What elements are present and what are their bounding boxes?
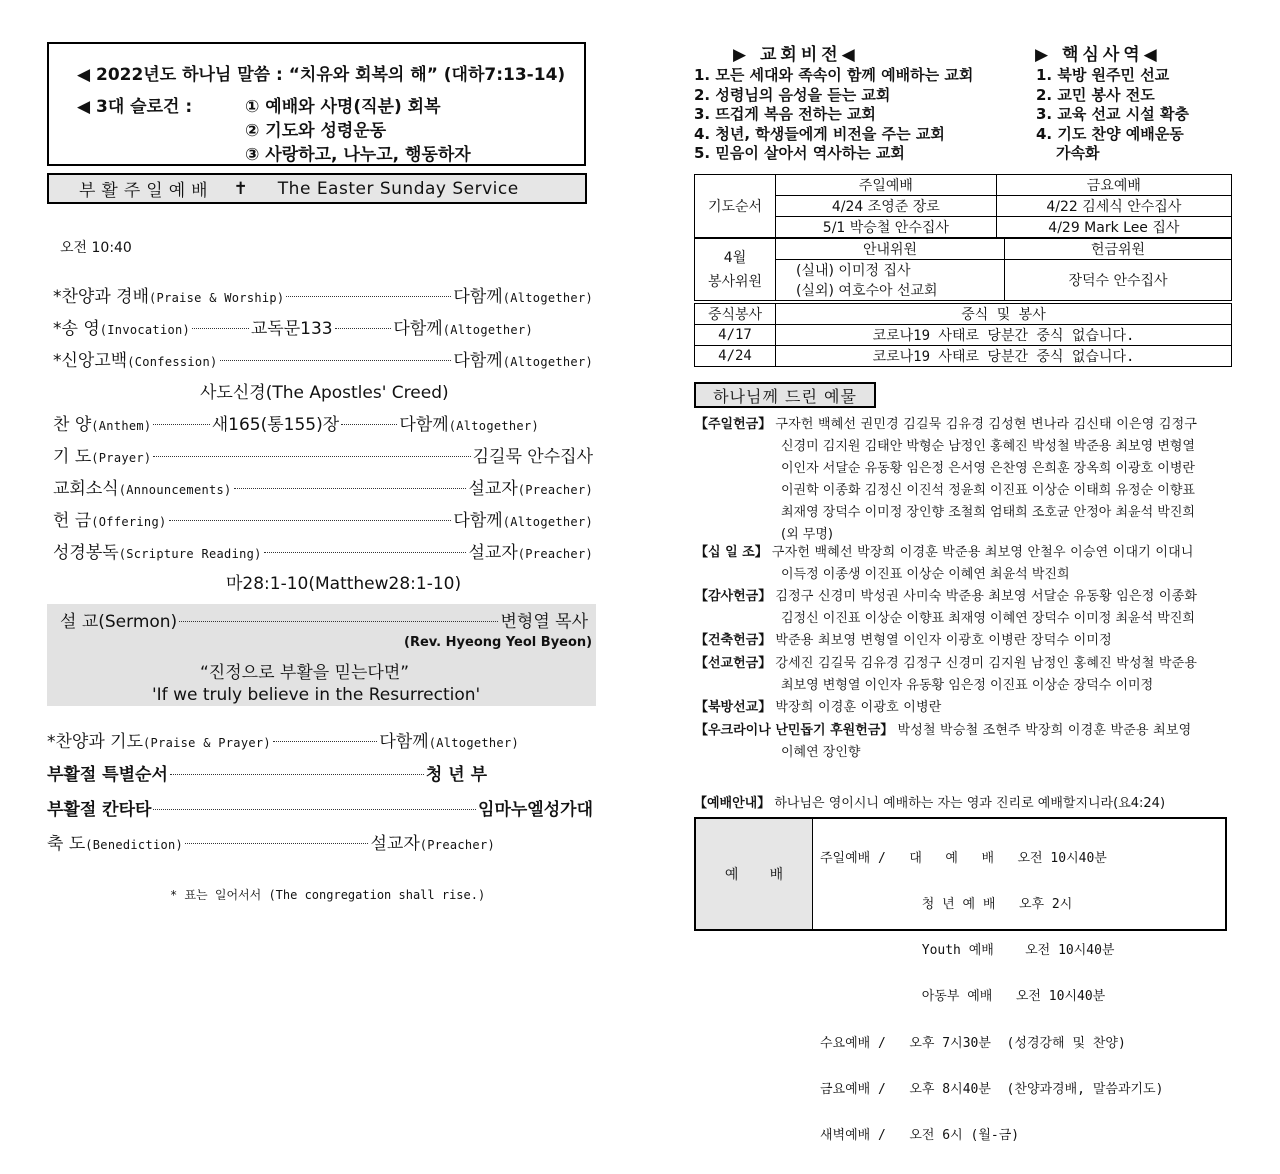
- core-title: ▶ 핵심사역◀: [1035, 45, 1161, 65]
- offering-group: 【북방선교】 박장희 이경훈 이광호 이병란: [695, 700, 942, 715]
- worship-guide-line: 【예배안내】 하나님은 영이시니 예배하는 자는 영과 진리로 예배할지니라(요4:24): [694, 796, 1166, 811]
- order-item: *찬양과 경배 (Praise & Worship) 다함께 (Altogether): [53, 287, 593, 307]
- meal-table: 중식봉사 중식 및 봉사 4/17 코로나19 사태로 당분간 중식 없습니다. 4/24 코로나19 사태로 당분간 중식 없습니다.: [694, 303, 1232, 367]
- slogan-1: ① 예배와 사명(직분) 회복: [245, 97, 441, 117]
- vision-title: ▶ 교회비전◀: [733, 45, 859, 65]
- offering-group: 【십 일 조】 구자헌 백혜선 박장희 이경훈 박준용 최보영 안철우 이승연 이대기 이대니 이득정 이종생 이진표 이상순 이혜연 최윤석 박진희: [695, 545, 1194, 582]
- order-item: *찬양과 기도 (Praise & Prayer) 다함께 (Altogether): [47, 732, 519, 752]
- sermon-title-en: 'If we truly believe in the Resurrection': [152, 685, 481, 705]
- slogan-2: ② 기도와 성령운동: [245, 121, 387, 141]
- order-item: 부활절 특별순서 청 년 부: [47, 765, 487, 785]
- order-item: 기 도 (Prayer) 김길묵 안수집사: [53, 447, 593, 467]
- sermon-line: 설 교(Sermon) 변형열 목사: [60, 612, 588, 632]
- slogan-label: ◀ 3대 슬로건 :: [77, 97, 193, 117]
- service-title-en: The Easter Sunday Service: [277, 178, 519, 199]
- stand-note: * 표는 일어서서 (The congregation shall rise.): [170, 888, 486, 902]
- creed: 사도신경(The Apostles' Creed): [200, 383, 449, 403]
- order-item: 교회소식 (Announcements) 설교자 (Preacher): [53, 479, 593, 499]
- scripture: 마28:1-10(Matthew28:1-10): [226, 574, 462, 594]
- slogan-3: ③ 사랑하고, 나누고, 행동하자: [245, 145, 471, 165]
- theme-box: [47, 42, 586, 166]
- year-verse: ◀ 2022년도 하나님 말씀 : “치유와 회복의 해” (대하7:13-14): [77, 65, 566, 85]
- offering-group: 【선교헌금】 강세진 김길묵 김유경 김정구 신경미 김지원 남정인 홍혜진 박성철 박준용 최보영 변형열 이인자 유동황 임은정 이진표 이상순 장덕수 이미정: [695, 656, 1198, 693]
- prayer-table: 기도순서 주일예배 금요예배 4/24 조영준 장로 4/22 김세식 안수집사 5/1 박승철 안수집사 4/29 Mark Lee 집사: [694, 174, 1232, 238]
- order-item: *송 영 (Invocation) 교독문133 다함께 (Altogether): [53, 319, 533, 339]
- order-item: 축 도 (Benediction) 설교자 (Preacher): [47, 834, 495, 854]
- offerings-title: 하나님께 드린 예물: [694, 382, 876, 408]
- order-item: 성경봉독 (Scripture Reading) 설교자 (Preacher): [53, 543, 593, 563]
- core-list: 1. 북방 원주민 선교 2. 교민 봉사 전도 3. 교육 선교 시설 확충 4. 기도 찬양 예배운동 가속화: [1036, 66, 1189, 162]
- offering-group: 【우크라이나 난민돕기 후원헌금】 박성철 박승철 조현주 박장희 이경훈 박준용 최보영 이혜연 장인향: [695, 723, 1192, 760]
- volunteer-table: 4월 봉사위원 안내위원 헌금위원 (실내) 이미정 집사 장덕수 안수집사 (실외) 여호수아 선교회: [694, 238, 1232, 301]
- worship-box-label: 예 배: [696, 819, 813, 929]
- vision-list: 1. 모든 세대와 족속이 함께 예배하는 교회 2. 성령님의 음성을 듣는 교회 3. 뜨겁게 복음 전하는 교회 4. 청년, 학생들에게 비전을 주는 교회 5. 믿음이 살아서 역사하는 교회: [694, 66, 974, 162]
- order-item: 부활절 칸타타 임마누엘성가대: [47, 800, 593, 820]
- order-item: 헌 금 (Offering) 다함께 (Altogether): [53, 511, 593, 531]
- worship-schedule-box: [694, 817, 1227, 1144]
- service-title-ko: 부활주일예배: [79, 181, 214, 201]
- service-time: 오전 10:40: [60, 240, 132, 256]
- order-item: 찬 양 (Anthem) 새165(통155)장 다함께 (Altogether): [53, 415, 539, 435]
- offering-group: 【감사헌금】 김정구 신경미 박성권 사미숙 박준용 최보영 서달순 유동황 임은정 이종화 김정신 이진표 이상순 이향표 최재영 이혜연 장덕수 이미정 최윤석 박진희: [695, 589, 1198, 626]
- offering-group: 【주일헌금】 구자헌 백혜선 권민경 김길묵 김유경 김성현 변나라 김신태 이은영 김정구 신경미 김지원 김태안 박형순 남정인 홍혜진 박성철 박준용 최보영 변형열 이인자 서달순 유동황 임은정 은서영 은찬영 은희훈 장옥희 이광호 이병란 이권학 이종화 김정신 이진석 정윤희 이진표 이상순 이태희 유정순 이향표 최재영 장덕수 이미정 장인향 조철희 엄태희 조호균 안정아 최윤석 박진희 (외 무명): [695, 417, 1198, 542]
- sermon-title-ko: “진정으로 부활을 믿는다면”: [200, 663, 410, 683]
- worship-schedule: 주일예배 / 대 예 배 오전 10시40분 청 년 예 배 오후 2시 Youth 예배 오전 10시40분 아동부 예배 오전 10시40분 수요예배 / 오후 7시30분 (성경강해 및 찬양) 금요예배 / 오후 8시40분 (찬양과경배, 말씀과기도) 새벽예배 / 오전 6시 (월-금): [820, 850, 1164, 1144]
- cross-icon: ✝: [233, 178, 248, 199]
- preacher-en: (Rev. Hyeong Yeol Byeon): [404, 635, 593, 650]
- service-title-bar: [47, 173, 587, 204]
- order-item: *신앙고백 (Confession) 다함께 (Altogether): [53, 351, 593, 371]
- offering-group: 【건축헌금】 박준용 최보영 변형열 이인자 이광호 이병란 장덕수 이미정: [695, 633, 1112, 648]
